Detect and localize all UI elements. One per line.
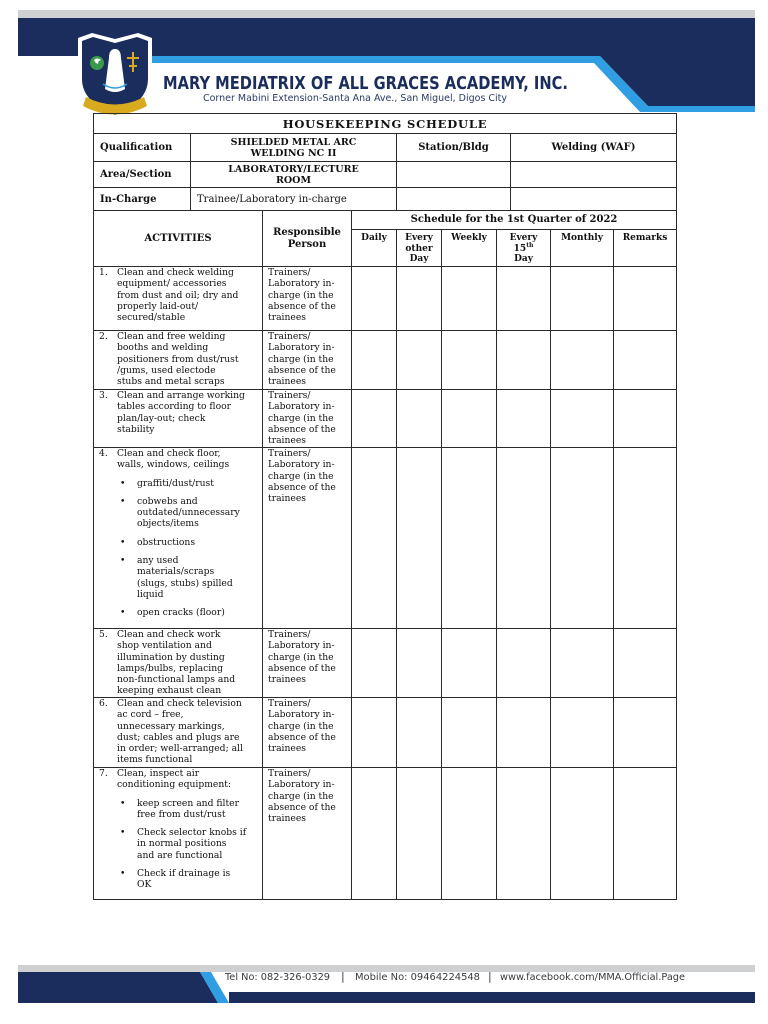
remarks-header: Remarks — [614, 230, 677, 267]
every-15th-number: 15 — [513, 243, 527, 254]
responsible-line: charge (in the — [268, 790, 334, 802]
activity-bullet — [120, 797, 262, 821]
every-other-day-cell — [397, 390, 442, 448]
weekly-header: Weekly — [442, 230, 497, 267]
bullet-icon: • — [120, 607, 126, 619]
bullet-line: and are functional — [137, 849, 223, 861]
responsible-line: Laboratory in- — [268, 278, 335, 290]
activity-number: 2. — [99, 331, 108, 342]
top-gray-strip — [18, 10, 755, 18]
activity-line: Clean, inspect air — [117, 768, 200, 779]
activity-line: Clean and check television — [117, 698, 242, 709]
incharge-row — [94, 188, 677, 211]
daily-cell — [352, 267, 397, 331]
footer-facebook-link: www.facebook.com/MMA.Official.Page — [500, 972, 685, 983]
remarks-cell — [614, 390, 677, 448]
responsible-cell — [263, 448, 352, 629]
activity-text — [117, 768, 262, 791]
weekly-cell — [442, 698, 497, 768]
activity-row — [94, 390, 677, 448]
bullet-line: objects/items — [137, 518, 199, 530]
schedule-title: HOUSEKEEPING SCHEDULE — [94, 114, 677, 134]
activity-line: shop ventilation and — [117, 640, 212, 652]
academy-logo — [78, 33, 152, 119]
activity-bullet — [120, 495, 262, 530]
bullet-line: obstructions — [137, 536, 196, 548]
remarks-cell — [614, 768, 677, 900]
responsible-line: Laboratory in- — [268, 459, 335, 471]
activity-line: Clean and check floor, — [117, 448, 221, 459]
activity-text — [117, 331, 262, 387]
responsible-cell — [263, 629, 352, 698]
every-15th-day-cell — [497, 698, 551, 768]
daily-cell — [352, 698, 397, 768]
responsible-line: Laboratory in- — [268, 640, 335, 652]
activity-bullet — [120, 868, 262, 891]
responsible-cell — [263, 331, 352, 390]
every-other-day-cell — [397, 698, 442, 768]
responsible-line: absence of the — [268, 423, 336, 435]
activity-bullet — [120, 607, 262, 619]
bullet-line: open cracks (floor) — [137, 607, 225, 619]
activity-row — [94, 267, 677, 331]
activities-header: ACTIVITIES — [94, 211, 263, 267]
activity-cell — [94, 448, 263, 629]
station-label: Station/Bldg — [397, 134, 511, 162]
activity-text — [117, 698, 262, 766]
monthly-cell — [551, 331, 614, 390]
activity-cell — [94, 267, 263, 331]
activity-line: walls, windows, ceilings — [117, 459, 230, 471]
activity-number: 1. — [99, 267, 108, 278]
responsible-line: Trainers/ — [268, 390, 311, 401]
responsible-line: Laboratory in- — [268, 779, 335, 791]
responsible-line: charge (in the — [268, 289, 334, 301]
incharge-empty-cell-2 — [511, 188, 677, 211]
monthly-header: Monthly — [551, 230, 614, 267]
activity-bullet — [120, 555, 262, 600]
responsible-line: Trainers/ — [268, 267, 311, 278]
activity-number: 3. — [99, 390, 108, 401]
monthly-cell — [551, 698, 614, 768]
activity-cell — [94, 698, 263, 768]
bullet-icon: • — [120, 495, 126, 507]
bullet-icon: • — [120, 555, 126, 567]
activity-line: conditioning equipment: — [117, 779, 232, 791]
letterhead-banner — [0, 0, 768, 125]
responsible-line: charge (in the — [268, 720, 334, 732]
responsible-cell — [263, 698, 352, 768]
activity-line: illumination by dusting — [117, 651, 225, 663]
bullet-line: outdated/unnecessary — [137, 507, 240, 519]
every-other-day-cell — [397, 768, 442, 900]
footer-separator: | — [341, 970, 345, 983]
footer-mobile: Mobile No: 09464224548 — [355, 972, 480, 983]
activity-rows — [94, 267, 677, 900]
activity-text — [117, 267, 262, 323]
column-header-row — [94, 211, 677, 230]
responsible-line: Laboratory in- — [268, 342, 335, 354]
responsible-line: absence of the — [268, 300, 336, 312]
responsible-header: Responsible Person — [263, 211, 352, 267]
activity-row — [94, 768, 677, 900]
responsible-line: Trainers/ — [268, 698, 311, 709]
every-15th-line3: Day — [514, 254, 533, 264]
every-15th-day-cell — [497, 768, 551, 900]
form-header — [94, 114, 677, 267]
daily-cell — [352, 629, 397, 698]
area-label: Area/Section — [94, 162, 191, 188]
bullet-line: Check selector knobs if — [137, 827, 247, 839]
activity-line: Clean and free welding — [117, 331, 226, 342]
every-other-day-header: Every other Day — [397, 230, 442, 267]
qualification-value: SHIELDED METAL ARC WELDING NC II — [191, 134, 397, 162]
incharge-empty-cell — [397, 188, 511, 211]
every-15th-day-cell — [497, 629, 551, 698]
footer-navy-block — [18, 972, 218, 1003]
activity-row — [94, 698, 677, 768]
activity-line: Clean and check work — [117, 629, 221, 640]
bullet-line: OK — [137, 879, 152, 891]
bullet-line: Check if drainage is — [137, 868, 231, 880]
activity-number: 6. — [99, 698, 108, 709]
responsible-line: absence of the — [268, 801, 336, 813]
daily-cell — [352, 448, 397, 629]
activity-row — [94, 629, 677, 698]
every-15th-day-cell — [497, 390, 551, 448]
activity-line: ac cord – free, — [117, 709, 184, 721]
every-other-day-cell — [397, 629, 442, 698]
qualification-label: Qualification — [94, 134, 191, 162]
activity-line: Clean and check welding — [117, 267, 234, 278]
activity-line: in order; well-arranged; all — [117, 743, 243, 755]
responsible-line: charge (in the — [268, 651, 334, 663]
responsible-line: charge (in the — [268, 353, 334, 365]
activity-line: plan/lay-out; check — [117, 412, 206, 424]
bullet-icon: • — [120, 797, 126, 809]
responsible-line: trainees — [268, 435, 307, 447]
monthly-cell — [551, 267, 614, 331]
bullet-line: liquid — [137, 588, 164, 600]
responsible-line: trainees — [268, 312, 307, 324]
bullet-line: graffiti/dust/rust — [137, 477, 214, 489]
area-value: LABORATORY/LECTURE ROOM — [191, 162, 397, 188]
bullet-icon: • — [120, 868, 126, 880]
monthly-cell — [551, 629, 614, 698]
every-15th-day-cell — [497, 448, 551, 629]
footer-navy-bar — [229, 992, 755, 1003]
responsible-line: absence of the — [268, 731, 336, 743]
bullet-icon: • — [120, 827, 126, 839]
responsible-line: Laboratory in- — [268, 401, 335, 413]
responsible-line: Trainers/ — [268, 331, 311, 342]
responsible-line: trainees — [268, 743, 307, 755]
monthly-cell — [551, 448, 614, 629]
activity-line: properly laid-out/ — [117, 300, 199, 312]
monthly-cell — [551, 390, 614, 448]
responsible-line: trainees — [268, 493, 307, 505]
responsible-line: Trainers/ — [268, 629, 311, 640]
weekly-cell — [442, 448, 497, 629]
bullet-line: (slugs, stubs) spilled — [137, 577, 233, 589]
activity-line: items functional — [117, 754, 193, 766]
activity-line: non-functional lamps and — [117, 674, 236, 686]
bullet-line: cobwebs and — [137, 495, 198, 507]
remarks-cell — [614, 629, 677, 698]
every-other-day-cell — [397, 267, 442, 331]
bullet-line: keep screen and filter — [137, 797, 239, 809]
responsible-cell — [263, 768, 352, 900]
bullet-line: free from dust/rust — [137, 808, 226, 820]
area-empty-cell-2 — [511, 162, 677, 188]
responsible-cell — [263, 267, 352, 331]
title-row — [94, 114, 677, 134]
footer-telephone: Tel No: 082-326-0329 — [224, 972, 330, 983]
bullet-line: materials/scraps — [137, 566, 215, 578]
school-name: MARY MEDIATRIX OF ALL GRACES ACADEMY, INC. — [163, 73, 568, 94]
remarks-cell — [614, 331, 677, 390]
responsible-line: absence of the — [268, 481, 336, 493]
area-empty-cell — [397, 162, 511, 188]
incharge-value: Trainee/Laboratory in-charge — [191, 188, 397, 211]
housekeeping-schedule-table — [93, 113, 677, 900]
station-value: Welding (WAF) — [511, 134, 677, 162]
activity-number: 5. — [99, 629, 108, 640]
activity-line: /gums, used electode — [117, 364, 216, 376]
activity-text — [117, 390, 262, 435]
activity-cell — [94, 629, 263, 698]
monthly-cell — [551, 768, 614, 900]
activity-line: tables according to floor — [117, 401, 232, 413]
activity-line: booths and welding — [117, 342, 209, 354]
activity-line: from dust and oil; dry and — [117, 289, 239, 301]
weekly-cell — [442, 390, 497, 448]
activity-line: stability — [117, 423, 155, 435]
activity-line: secured/stable — [117, 312, 186, 324]
activity-row — [94, 448, 677, 629]
activity-cell — [94, 390, 263, 448]
weekly-cell — [442, 267, 497, 331]
activity-line: dust; cables and plugs are — [117, 731, 240, 743]
bullet-line: in normal positions — [137, 838, 227, 850]
activity-row — [94, 331, 677, 390]
every-15th-suffix: th — [526, 241, 534, 249]
activity-text — [117, 448, 262, 471]
weekly-cell — [442, 768, 497, 900]
activity-line: unnecessary markings, — [117, 720, 225, 732]
activity-text — [117, 629, 262, 697]
activity-line: stubs and metal scraps — [117, 376, 225, 388]
bullet-line: any used — [137, 555, 179, 567]
schedule-period-header: Schedule for the 1st Quarter of 2022 — [352, 211, 677, 230]
weekly-cell — [442, 629, 497, 698]
bullet-icon: • — [120, 536, 126, 548]
activity-line: equipment/ accessories — [117, 278, 227, 290]
activity-number: 7. — [99, 768, 108, 779]
daily-cell — [352, 390, 397, 448]
daily-cell — [352, 331, 397, 390]
area-row — [94, 162, 677, 188]
bullet-icon: • — [120, 477, 126, 489]
qualification-row — [94, 134, 677, 162]
every-15th-day-header — [497, 230, 551, 267]
activity-bullet — [120, 536, 262, 548]
responsible-cell — [263, 390, 352, 448]
responsible-line: charge (in the — [268, 412, 334, 424]
every-other-day-cell — [397, 448, 442, 629]
every-15th-line1: Every — [509, 233, 538, 243]
activity-cell — [94, 331, 263, 390]
every-other-day-cell — [397, 331, 442, 390]
weekly-cell — [442, 331, 497, 390]
every-15th-day-cell — [497, 331, 551, 390]
school-address: Corner Mabini Extension-Santa Ana Ave., San Miguel, Digos City — [203, 93, 508, 104]
responsible-line: trainees — [268, 813, 307, 825]
activity-number: 4. — [99, 448, 108, 459]
activity-line: positioners from dust/rust — [117, 353, 239, 365]
footer-separator-2: | — [488, 970, 492, 983]
activity-cell — [94, 768, 263, 900]
responsible-line: charge (in the — [268, 470, 334, 482]
letterhead-footer — [0, 955, 768, 1010]
activity-bullet — [120, 477, 262, 489]
activity-line: lamps/bulbs, replacing — [117, 662, 224, 674]
responsible-line: Laboratory in- — [268, 709, 335, 721]
remarks-cell — [614, 267, 677, 331]
responsible-line: absence of the — [268, 364, 336, 376]
footer-gray-strip — [18, 965, 755, 972]
responsible-line: trainees — [268, 674, 307, 686]
responsible-line: Trainers/ — [268, 768, 311, 779]
activity-bullet — [120, 827, 262, 861]
remarks-cell — [614, 698, 677, 768]
activity-line: Clean and arrange working — [117, 390, 245, 401]
responsible-line: Trainers/ — [268, 448, 311, 459]
daily-cell — [352, 768, 397, 900]
responsible-line: trainees — [268, 376, 307, 388]
remarks-cell — [614, 448, 677, 629]
responsible-line: absence of the — [268, 662, 336, 674]
activity-line: keeping exhaust clean — [117, 685, 222, 697]
daily-header: Daily — [352, 230, 397, 267]
incharge-label: In-Charge — [94, 188, 191, 211]
every-15th-day-cell — [497, 267, 551, 331]
